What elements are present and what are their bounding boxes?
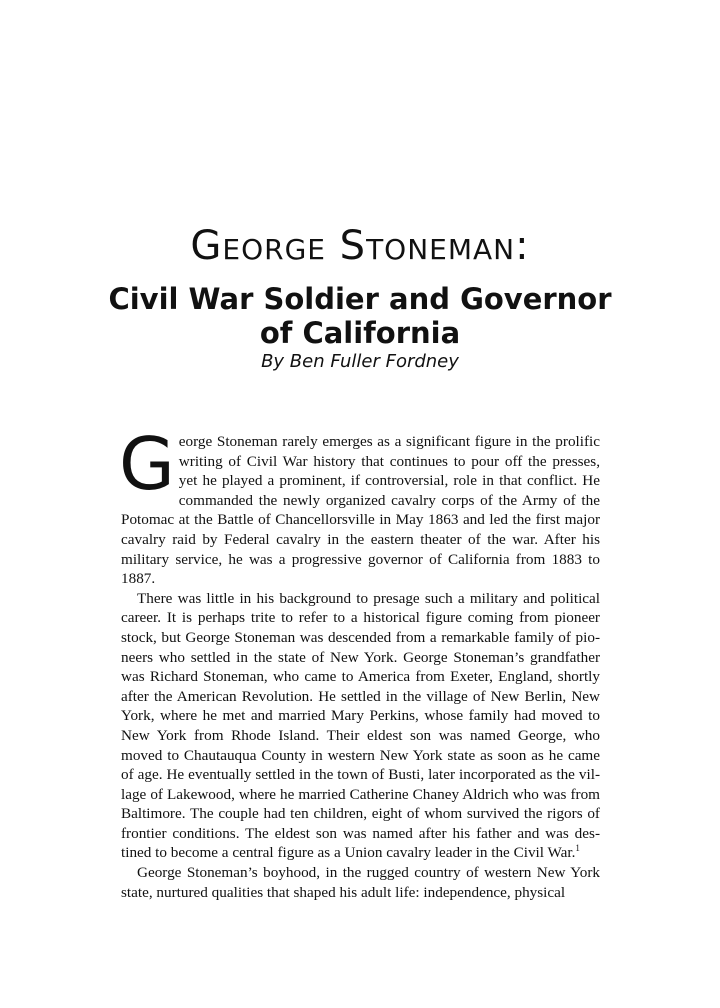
article-body	[119, 422, 600, 902]
drop-cap: G	[119, 422, 175, 506]
paragraph-3: George Stoneman’s boyhood, in the rugged country of western New York state, nurtured qualities that shaped his adult life: independence, physical	[121, 864, 600, 901]
subtitle-line-2: of California	[259, 316, 461, 350]
paragraph-2	[121, 589, 600, 863]
author-byline: By Ben Fuller Fordney	[261, 351, 459, 372]
paragraph-1-text: eorge Stoneman rarely emerges as a significant figure in the prolific writing of Civil War history that continues to pour off the presses, yet he played a prominent, if controversial, role in that conflict. He commanded the newly organized cavalry corps of the Army of the Potomac at the Battle of Chancellorsville in May 1863 and led the first major cavalry raid by Federal cavalry in the eastern theater of the war. After his military service, he was a progressive governor of California from 1883 to 1887.	[121, 433, 600, 588]
footnote-marker: 1	[575, 843, 580, 854]
article-subtitle	[0, 282, 720, 350]
paragraph-1	[119, 422, 600, 589]
paragraph-2-text: There was little in his background to presage such a military and political career. It is perhaps trite to refer to a historical figure coming from pioneer stock, but George Stoneman was descended from a remarkable family of pioneers who settled in the state of New York. George Stoneman’s grandfather was Richard Stoneman, who came to America from Exeter, England, shortly after the American Revolution. He settled in the village of New Berlin, New York, where he met and married Mary Perkins, whose family had moved to New York from Rhode Island. Their eldest son was named George, who moved to Chautauqua County in western New York state as soon as he came of age. He eventually settled in the town of Busti, later incorporated as the village of Lakewood, where he married Catherine Chaney Aldrich who was from Baltimore. The couple had ten children, eight of whom survived the rigors of frontier conditions. The eldest son was named after his father and was destined to become a central figure as a Union cavalry leader in the Civil War.	[121, 589, 600, 862]
article-title: George Stoneman:	[190, 223, 530, 269]
subtitle-line-1: Civil War Soldier and Governor	[108, 282, 612, 316]
